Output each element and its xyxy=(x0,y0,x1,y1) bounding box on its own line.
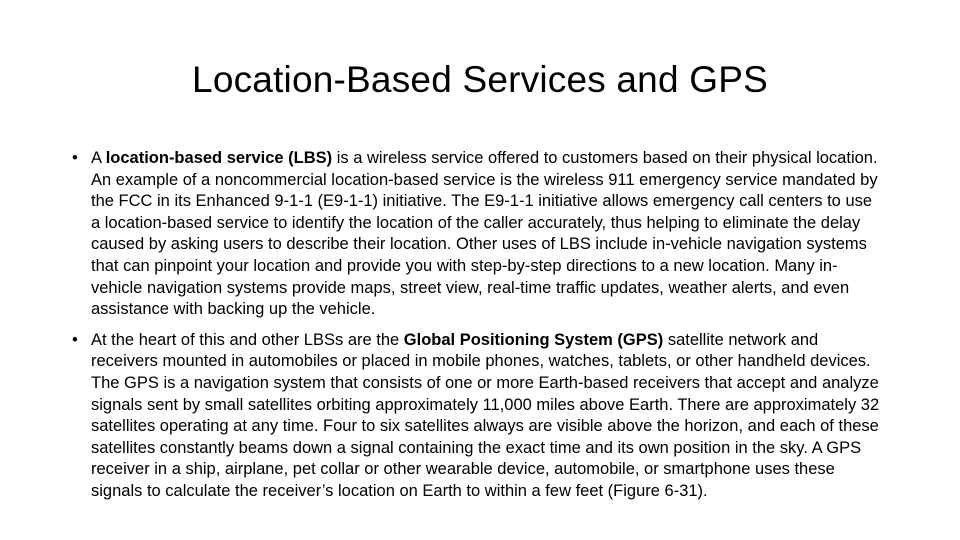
bullet-lbs xyxy=(72,148,884,321)
slide-title: Location-Based Services and GPS xyxy=(192,59,768,100)
term-gps: Global Positioning System (GPS) xyxy=(403,330,664,349)
bullet-icon: • xyxy=(72,149,78,167)
bullet-gps xyxy=(72,330,884,503)
bullet-list xyxy=(72,148,884,512)
term-lbs: location-based service (LBS) xyxy=(105,149,333,167)
bullet-text-rest: satellite network and receivers mounted in automobiles or placed in mobile phones, watches, tablets, or other handheld devices. The GPS is a navigation system that consists of one or more Earth-based receivers that accept and analyze signals sent by small satellites orbiting approximately 11,000 miles above Earth. There are approximately 32 satellites operating at any time. Four to six satellites always are visible above the horizon, and each of these satellites constantly beams down a signal containing the exact time and its own position in the sky. A GPS receiver in a ship, airplane, pet collar or other wearable device, automobile, or smartphone uses these signals to calculate the receiver’s location on Earth to within a few feet (Figure 6-31). xyxy=(91,330,880,500)
bullet-text-start: At the heart of this and other LBSs are the xyxy=(91,330,404,349)
bullet-text-start: A xyxy=(91,149,106,167)
bullet-icon: • xyxy=(72,330,78,349)
bullet-text-rest: is a wireless service offered to customers based on their physical location. An example of a noncommercial location-based service is the wireless 911 emergency service mandated by the FCC in its Enhanced 9-1-1 (E9-1-1) initiative. The E9-1-1 initiative allows emergency call centers to use a location-based service to identify the location of the caller accurately, thus helping to eliminate the delay caused by asking users to describe their location. Other uses of LBS include in-vehicle navigation systems that can pinpoint your location and provide you with step-by-step directions to a new location. Many in-vehicle navigation systems provide maps, street view, real-time traffic updates, weather alerts, and even assistance with backing up the vehicle. xyxy=(91,149,878,319)
